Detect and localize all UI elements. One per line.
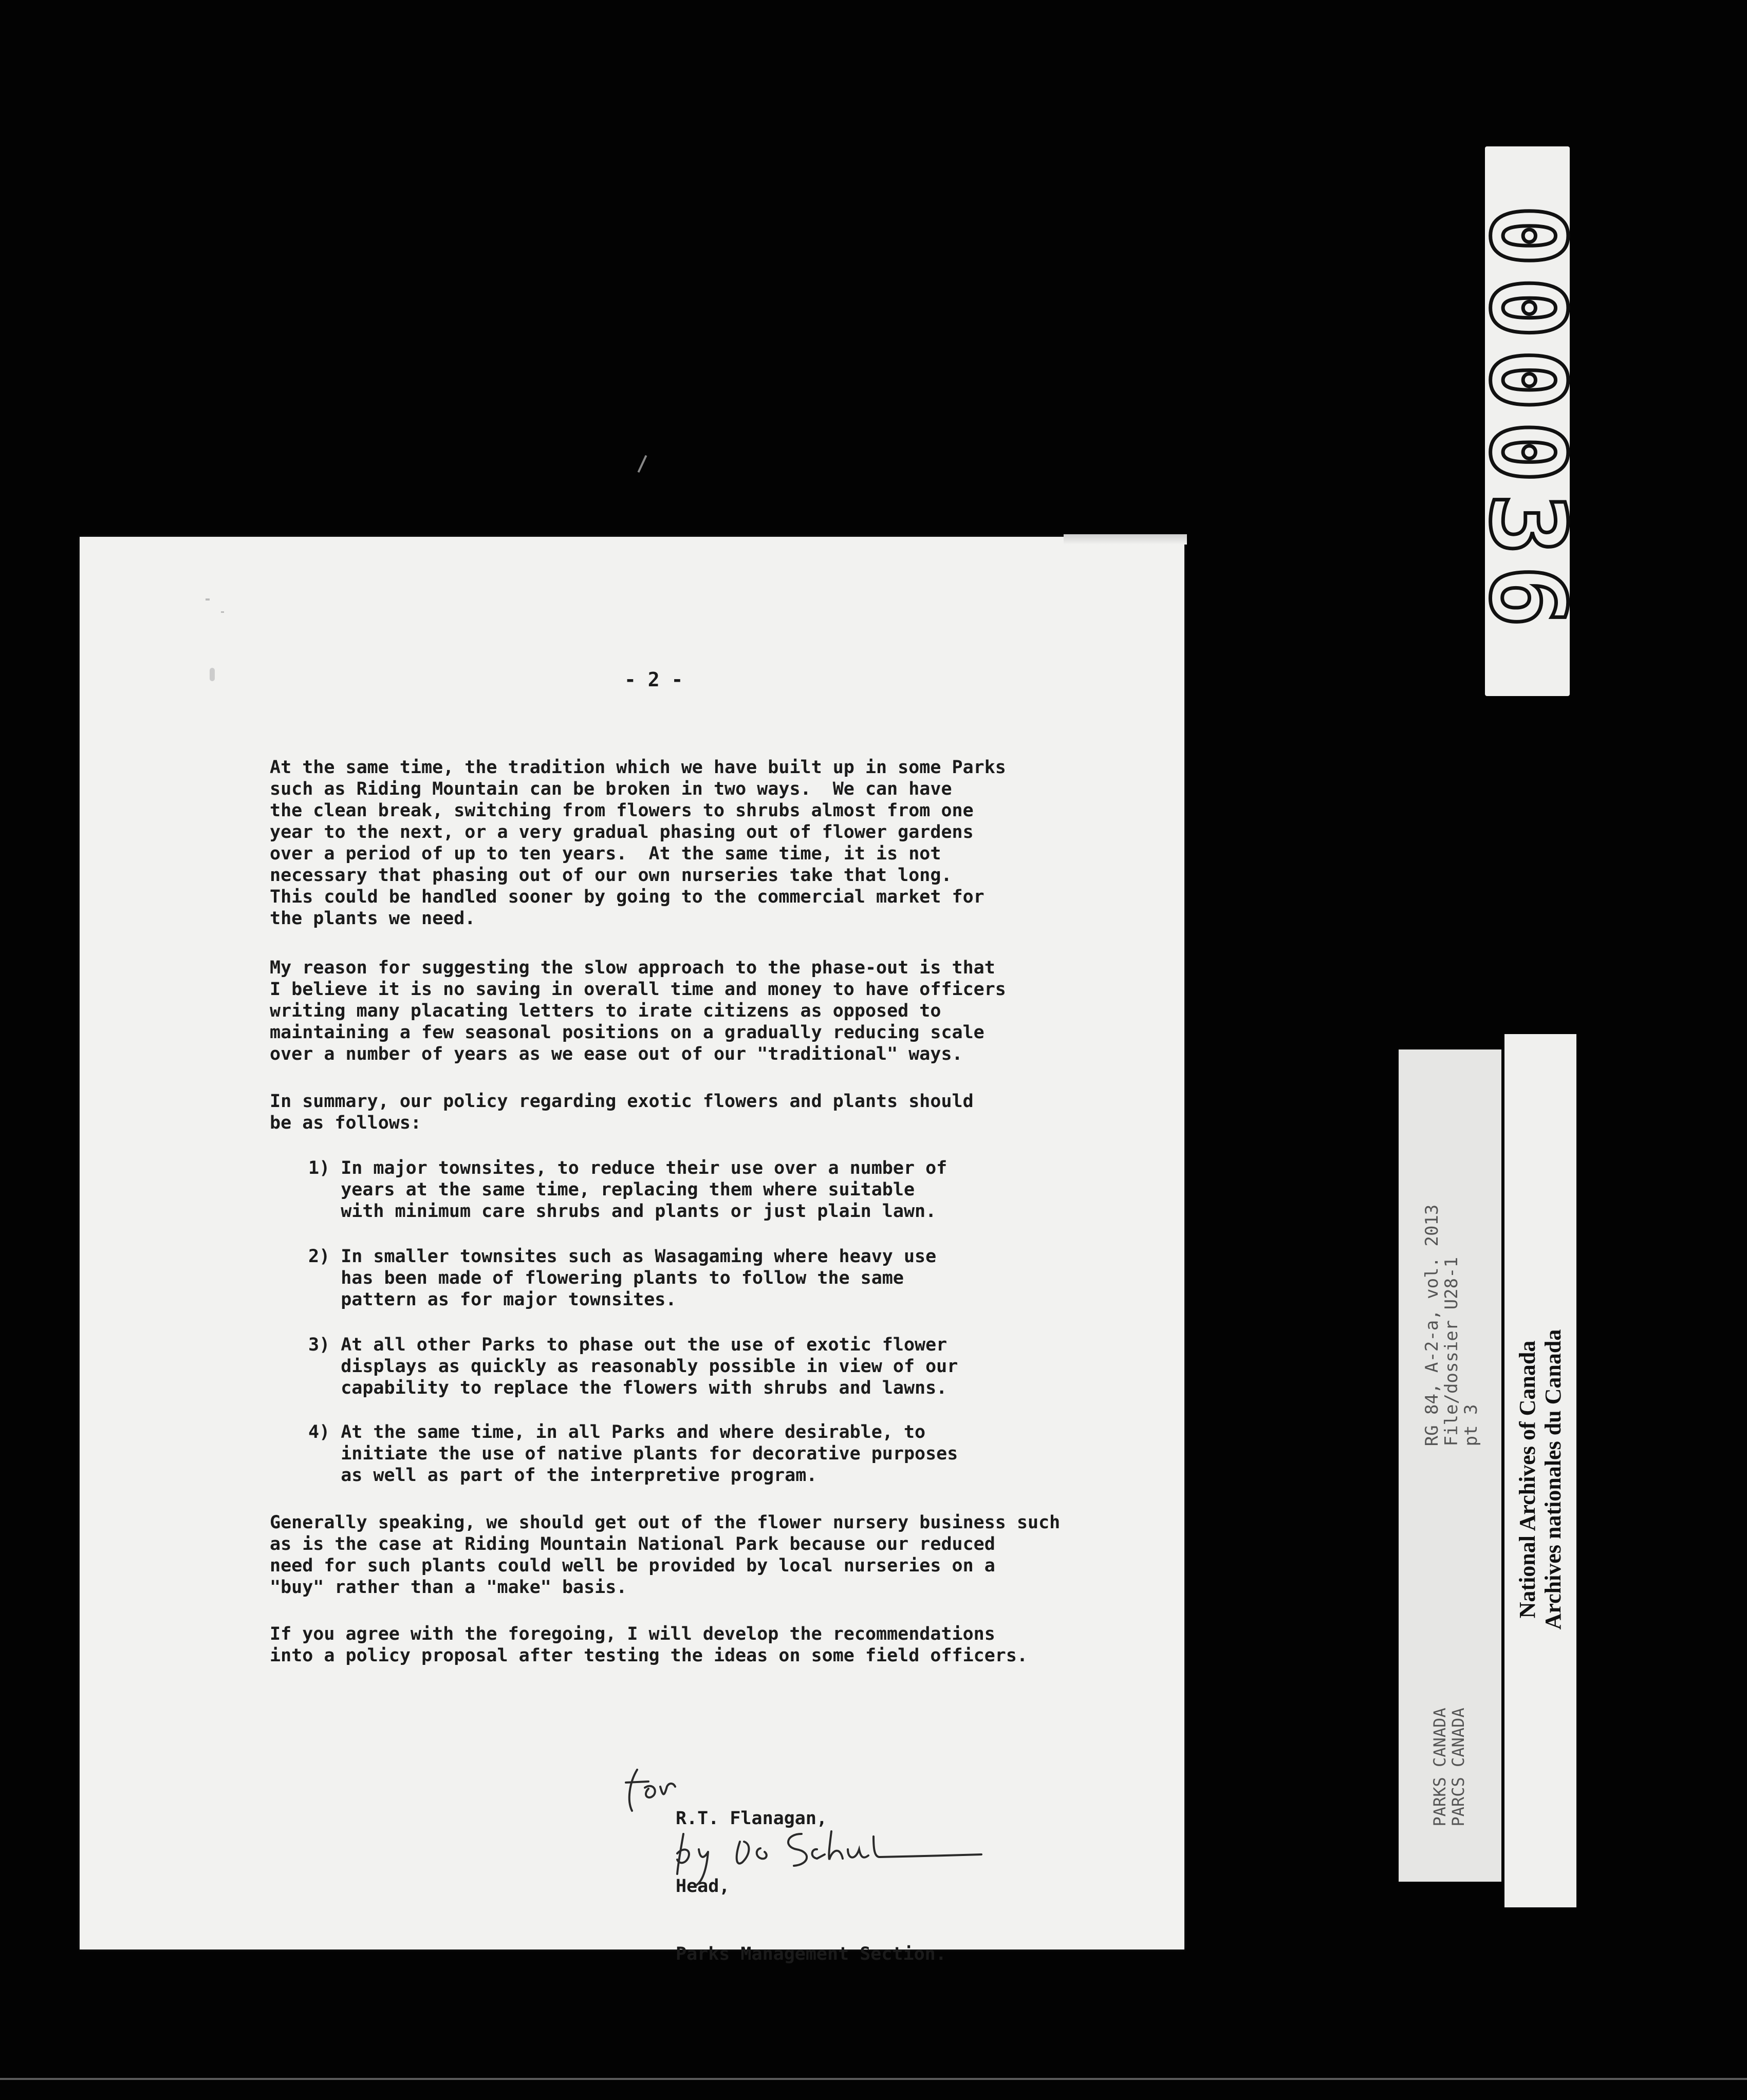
page-fold-edge (1064, 534, 1187, 545)
document-page (80, 537, 1184, 1949)
list-item: 2) In smaller townsites such as Wasagaming where heavy use has been made of flowering plants to follow the same pattern as for major townsites. (308, 1246, 937, 1310)
paragraph-2: My reason for suggesting the slow approach to the phase-out is that I believe it is no saving in overall time and money to have officers writing many placating letters to irate citizens as opposed to maintaining a few seasonal positions on a gradually reducing scale over a number of years as we ease out of our "traditional" ways. (270, 958, 1006, 1064)
archives-label-text: National Archives of Canada Archives nationales du Canada (1515, 1329, 1566, 1630)
list-item: 3) At all other Parks to phase out the use of exotic flower displays as quickly as reasonably possible in view of our capability to replace the flowers with shrubs and lawns. (308, 1335, 958, 1398)
speck (210, 668, 215, 681)
paragraph-5: If you agree with the foregoing, I will develop the recommendations into a policy proposal after testing the ideas on some field officers. (270, 1624, 1028, 1666)
signer-title: Head, (676, 1876, 730, 1897)
speck (206, 598, 210, 601)
frame-number: 000036 (1467, 204, 1587, 638)
paragraph-1: At the same time, the tradition which we have built up in some Parks such as Riding Mountain can be broken in two ways. We can have the clean break, switching from flowers to shrubs almost from one year to the next, or a very gradual phasing out of flower gardens over a period of up to ten years. At the same time, it is not necessary that phasing out of our own nurseries take that long. This could be handled sooner by going to the commercial market for the plants we need. (270, 757, 1006, 929)
signature-block (676, 1762, 946, 1988)
paragraph-4: Generally speaking, we should get out of the flower nursery business such as is the case at Riding Mountain National Park because our reduced need for such plants could well be provided by local nurseries on a "buy" rather than a "make" basis. (270, 1512, 1061, 1598)
reference-label-text: RG 84, A-2-a, vol. 2013 File/dossier U28-1 pt 3 (1422, 1204, 1481, 1447)
speck (221, 611, 224, 613)
agency-label-text: PARKS CANADA PARCS CANADA (1430, 1708, 1468, 1827)
signer-name: R.T. Flanagan, (676, 1808, 828, 1829)
paragraph-3: In summary, our policy regarding exotic flowers and plants should be as follows: (270, 1091, 974, 1133)
signer-section: Parks Management Section. (676, 1944, 946, 1964)
page-number: - 2 - (624, 668, 683, 691)
list-item: 4) At the same time, in all Parks and where desirable, to initiate the use of native plants for decorative purposes as well as part of the interpretive program. (308, 1422, 958, 1486)
bottom-film-line (0, 2078, 1747, 2080)
speck (638, 455, 647, 473)
list-item: 1) In major townsites, to reduce their use over a number of years at the same time, replacing them where suitable with minimum care shrubs and plants or just plain lawn. (308, 1158, 947, 1222)
